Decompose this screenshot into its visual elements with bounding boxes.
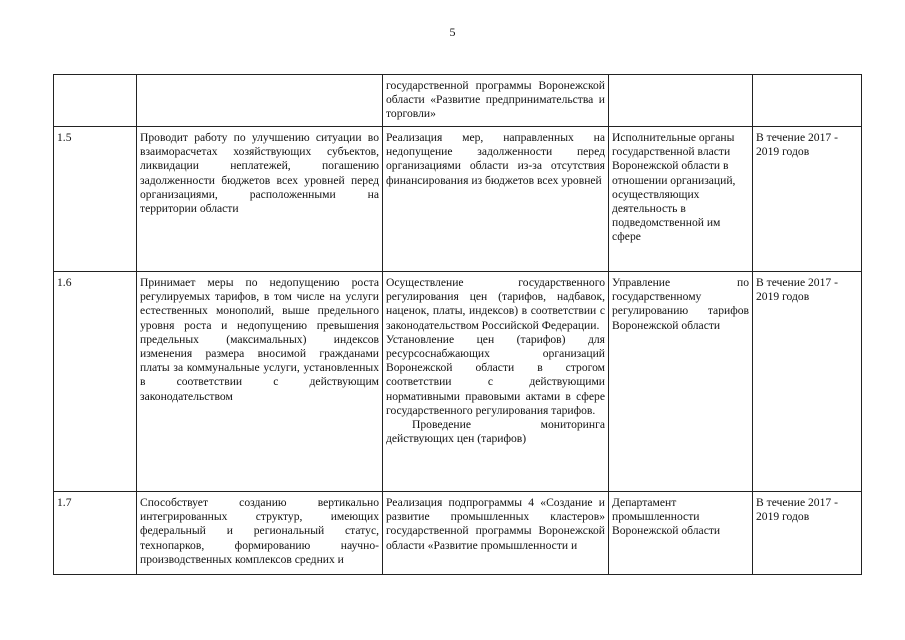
row-executor: Исполнительные органы государственной власти Воронежской области в отношении организаций, осуществляющих деятельность в подведомственной им сфере bbox=[609, 127, 753, 272]
row-term: В течение 2017 - 2019 годов bbox=[753, 492, 862, 575]
table-row bbox=[54, 272, 862, 492]
row-term bbox=[753, 75, 862, 127]
row-executor: Управление по государственному регулированию тарифов Воронежской области bbox=[609, 272, 753, 492]
row-measure bbox=[137, 75, 383, 127]
row-content-paragraph: Осуществление государственного регулирования цен (тарифов, надбавок, наценок, платы, индексов) в соответствии с законодательством Российской Федерации. bbox=[386, 276, 605, 332]
row-executor bbox=[609, 75, 753, 127]
row-content-text: государственной программы Воронежской области «Развитие предпринимательства и торговли» bbox=[386, 79, 605, 121]
row-measure: Проводит работу по улучшению ситуации во взаиморасчетах хозяйствующих субъектов, ликвидации неплатежей, погашению задолженности бюджетов всех уровней перед организациями, расположенными на территории области bbox=[137, 127, 383, 272]
row-content bbox=[383, 272, 609, 492]
row-measure: Принимает меры по недопущению роста регулируемых тарифов, в том числе на услуги естественных монополий, выше предельного уровня роста и недопущению превышения предельных (максимальных) индексов изменения размера вносимой гражданами платы за коммунальные услуги, установленных в соответствии с действующим законодательством bbox=[137, 272, 383, 492]
row-term: В течение 2017 - 2019 годов bbox=[753, 127, 862, 272]
row-number: 1.6 bbox=[54, 272, 137, 492]
row-number: 1.5 bbox=[54, 127, 137, 272]
page-number: 5 bbox=[449, 25, 456, 39]
table-row bbox=[54, 492, 862, 575]
row-content bbox=[383, 75, 609, 127]
row-content-paragraph: Проведение мониторинга действующих цен (тарифов) bbox=[386, 418, 605, 446]
row-content: Реализация мер, направленных на недопущение задолженности перед организациями области из-за отсутствия финансирования из бюджетов всех уровней bbox=[383, 127, 609, 272]
row-number bbox=[54, 75, 137, 127]
row-number: 1.7 bbox=[54, 492, 137, 575]
row-term: В течение 2017 - 2019 годов bbox=[753, 272, 862, 492]
table-row bbox=[54, 75, 862, 127]
row-executor: Департамент промышленности Воронежской области bbox=[609, 492, 753, 575]
row-content-paragraph: Установление цен (тарифов) для ресурсоснабжающих организаций Воронежской области в строгом соответствии с действующими нормативными правовыми актами в сфере государственного регулирования тарифов. bbox=[386, 332, 605, 417]
measures-table bbox=[53, 74, 862, 575]
row-measure: Способствует созданию вертикально интегрированных структур, имеющих федеральный и региональный статус, технопарков, формированию научно-производственных комплексов средних и bbox=[137, 492, 383, 575]
row-content: Реализация подпрограммы 4 «Создание и развитие промышленных кластеров» государственной программы Воронежской области «Развитие промышленности и bbox=[383, 492, 609, 575]
table-row bbox=[54, 127, 862, 272]
